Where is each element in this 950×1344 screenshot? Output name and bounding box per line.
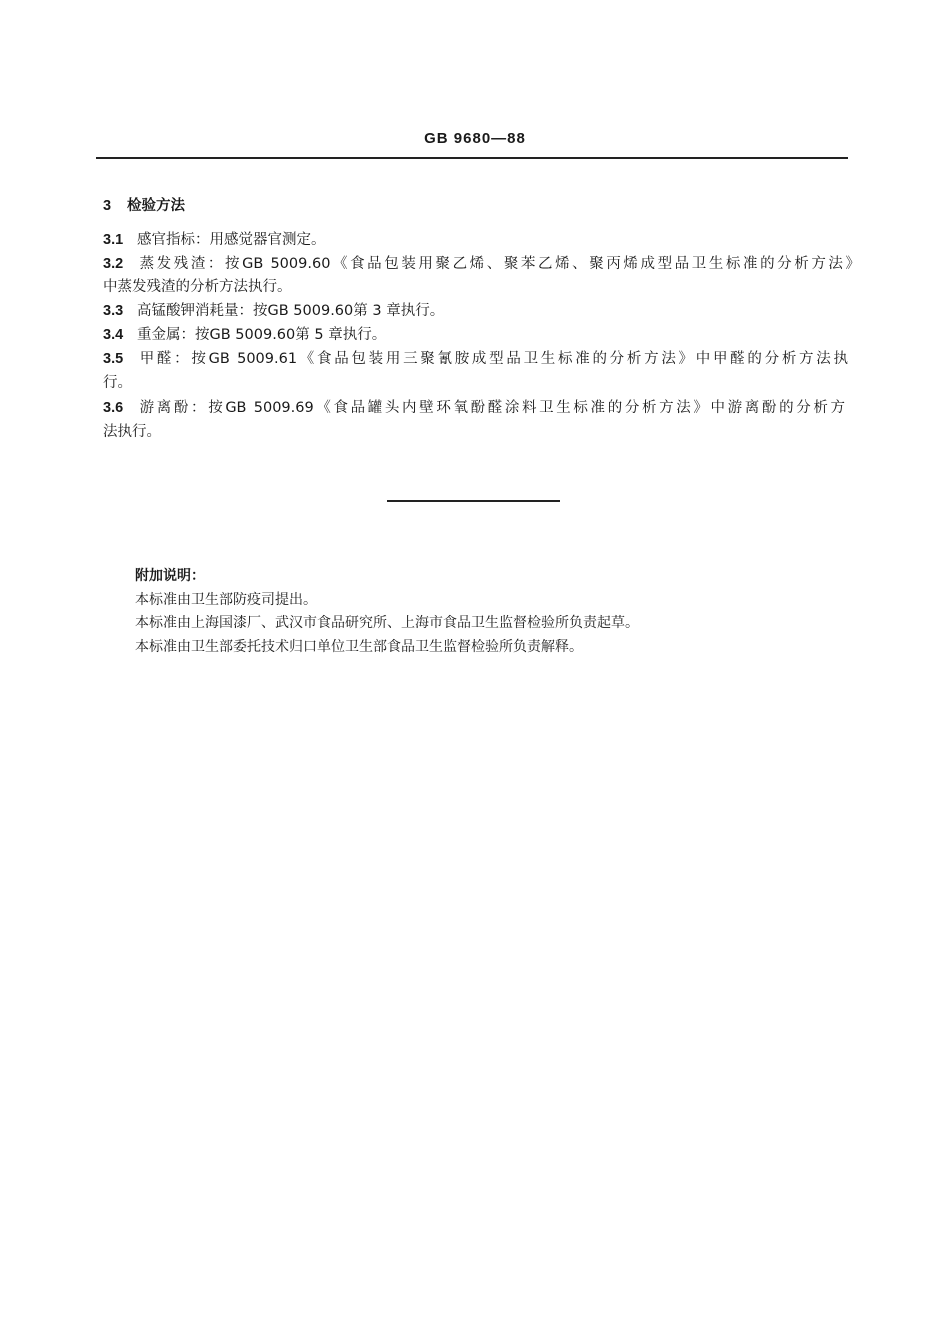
item-3-6: [103, 396, 845, 417]
item-3-1: [103, 228, 326, 249]
item-text: 高锰酸钾消耗量：按GB 5009.60第 3 章执行。: [137, 303, 445, 319]
item-text: 甲醛：按GB 5009.61《食品包装用三聚氰胺成型品卫生标准的分析方法》中甲醛的分析方法执: [137, 351, 848, 367]
item-3-6-cont: 法执行。: [103, 424, 161, 440]
item-text: 重金属：按GB 5009.60第 5 章执行。: [137, 327, 387, 343]
appendix-line: 本标准由卫生部防疫司提出。: [135, 592, 317, 608]
section-number: 3: [103, 198, 112, 214]
appendix-line: 本标准由上海国漆厂、武汉市食品研究所、上海市食品卫生监督检验所负责起草。: [135, 615, 639, 631]
item-number: 3.4: [103, 327, 124, 343]
item-3-5-cont: 行。: [103, 375, 132, 391]
item-number: 3.5: [103, 351, 124, 367]
item-number: 3.3: [103, 303, 124, 319]
item-number: 3.6: [103, 400, 124, 416]
appendix-title: 附加说明：: [135, 568, 205, 584]
item-text: 蒸发残渣：按GB 5009.60《食品包装用聚乙烯、聚苯乙烯、聚丙烯成型品卫生标准的分析方法》: [137, 256, 860, 272]
header-rule: [96, 157, 848, 159]
item-number: 3.1: [103, 232, 124, 248]
end-separator: [387, 500, 560, 502]
item-3-2-cont: 中蒸发残渣的分析方法执行。: [103, 279, 292, 295]
item-3-2: [103, 252, 860, 273]
item-3-4: [103, 323, 386, 344]
appendix-line: 本标准由卫生部委托技术归口单位卫生部食品卫生监督检验所负责解释。: [135, 639, 583, 655]
item-3-5: [103, 347, 848, 368]
item-number: 3.2: [103, 256, 124, 272]
standard-header: GB 9680—88: [424, 130, 526, 147]
item-3-3: [103, 299, 444, 320]
section-title: 检验方法: [127, 198, 185, 214]
item-text: 感官指标：用感觉器官测定。: [137, 232, 326, 248]
item-text: 游离酚：按GB 5009.69《食品罐头内壁环氧酚醛涂料卫生标准的分析方法》中游离酚的分析方: [137, 400, 845, 416]
section-heading: [103, 194, 185, 215]
